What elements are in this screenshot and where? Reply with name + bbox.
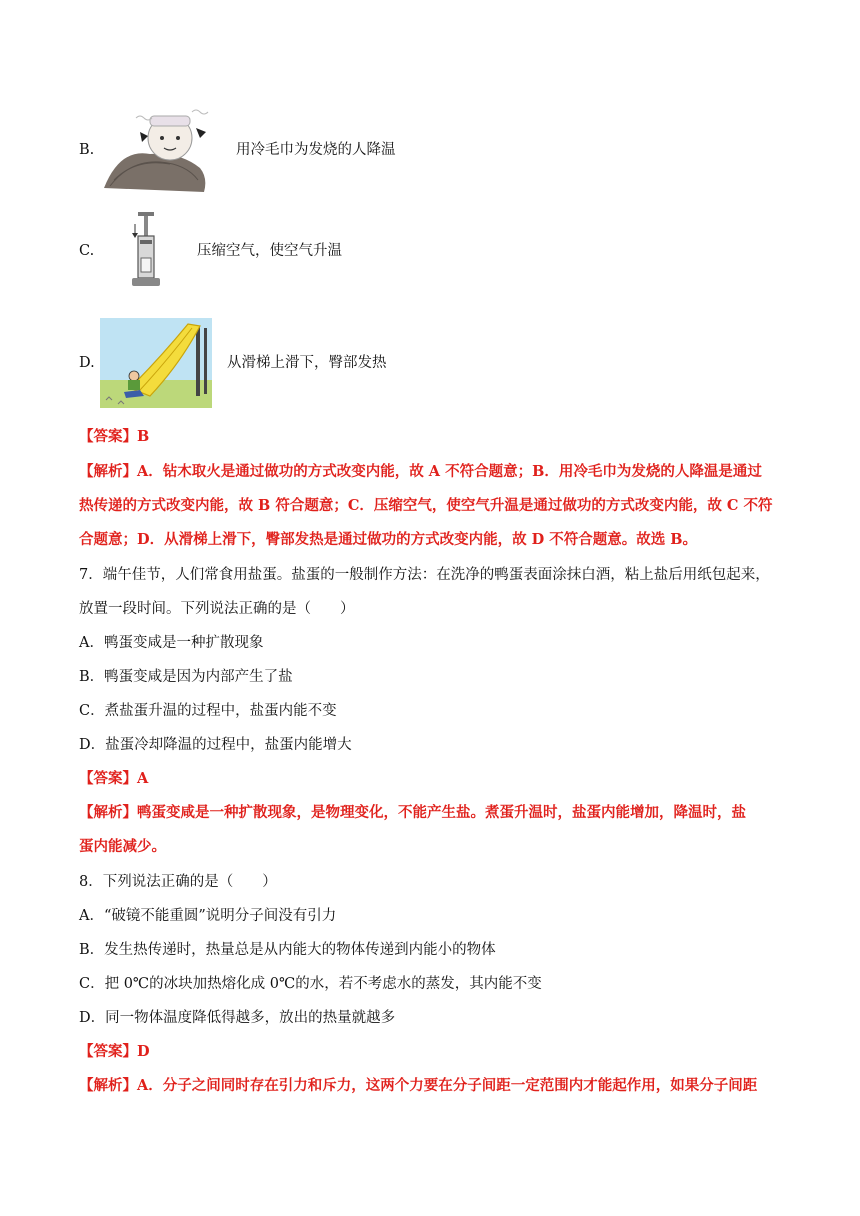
q7-option-a: A．鸭蛋变咸是一种扩散现象 xyxy=(79,635,264,651)
analysis-tag: 【解析】 xyxy=(79,463,137,480)
q8-option-a: A．“破镜不能重圆”说明分子间没有引力 xyxy=(79,908,337,924)
q6-analysis-line-1 xyxy=(79,462,762,482)
option-d-text: 从滑梯上滑下，臀部发热 xyxy=(227,355,387,371)
q7-option-d: D．盐蛋冷却降温的过程中，盐蛋内能增大 xyxy=(79,737,352,753)
option-b-letter: B. xyxy=(79,142,95,158)
q7-stem-line-2: 放置一段时间。下列说法正确的是（ ） xyxy=(79,601,355,617)
q8-analysis-line-1 xyxy=(79,1076,757,1096)
answer-tag: 【答案】 xyxy=(79,428,137,445)
q8-option-d: D．同一物体温度降低得越多，放出的热量就越多 xyxy=(79,1010,396,1026)
analysis-tag: 【解析】 xyxy=(79,804,137,821)
q6-analysis-line-3: 合题意；D．从滑梯上滑下，臀部发热是通过做功的方式改变内能，故 D 不符合题意。故选 B。 xyxy=(79,531,698,548)
q7-analysis-line-1 xyxy=(79,803,746,823)
q8-answer xyxy=(79,1042,150,1062)
option-b-text: 用冷毛巾为发烧的人降温 xyxy=(236,142,396,158)
option-c-text: 压缩空气，使空气升温 xyxy=(197,243,342,259)
q7-stem-line-1: 7．端午佳节，人们常食用盐蛋。盐蛋的一般制作方法：在洗净的鸭蛋表面涂抹白酒，粘上盐后用纸包起来， xyxy=(79,567,770,583)
analysis-text: 鸭蛋变咸是一种扩散现象，是物理变化，不能产生盐。煮蛋升温时，盐蛋内能增加，降温时，盐 xyxy=(137,804,746,821)
playground-slide-illustration xyxy=(100,318,212,408)
option-d-letter: D. xyxy=(79,355,95,371)
q7-option-c: C．煮盐蛋升温的过程中，盐蛋内能不变 xyxy=(79,703,337,719)
answer-tag: 【答案】 xyxy=(79,770,137,787)
q7-analysis-line-2: 蛋内能减少。 xyxy=(79,838,166,855)
q8-option-c: C．把 0℃的冰块加热熔化成 0℃的水，若不考虑水的蒸发，其内能不变 xyxy=(79,976,542,992)
analysis-tag: 【解析】 xyxy=(79,1077,137,1094)
analysis-text: A．分子之间同时存在引力和斥力，这两个力要在分子间距一定范围内才能起作用，如果分子间距 xyxy=(137,1077,758,1094)
q7-answer xyxy=(79,769,148,789)
analysis-text: A．钻木取火是通过做功的方式改变内能，故 A 不符合题意；B．用冷毛巾为发烧的人降温是通过 xyxy=(137,463,762,480)
air-compression-syringe-illustration xyxy=(128,210,164,292)
fever-towel-illustration xyxy=(100,108,212,194)
q8-option-b: B．发生热传递时，热量总是从内能大的物体传递到内能小的物体 xyxy=(79,942,496,958)
q6-analysis-line-2: 热传递的方式改变内能，故 B 符合题意；C．压缩空气，使空气升温是通过做功的方式改变内能，故 C 不符 xyxy=(79,497,773,514)
q7-option-b: B．鸭蛋变咸是因为内部产生了盐 xyxy=(79,669,293,685)
answer-value: B xyxy=(137,428,150,445)
q6-answer xyxy=(79,427,149,447)
option-c-letter: C. xyxy=(79,243,95,259)
answer-value: D xyxy=(137,1043,150,1060)
answer-value: A xyxy=(137,770,149,787)
answer-tag: 【答案】 xyxy=(79,1043,137,1060)
q8-stem: 8．下列说法正确的是（ ） xyxy=(79,874,277,890)
